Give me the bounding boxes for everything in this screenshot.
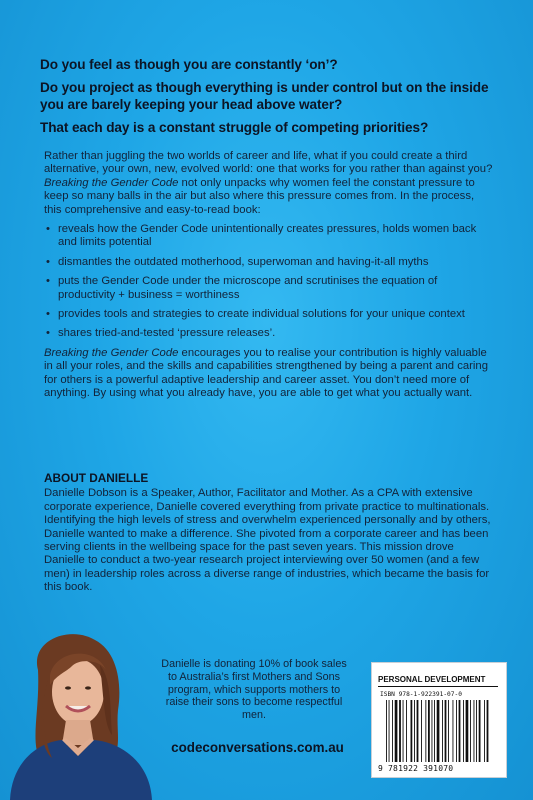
website-link[interactable]: codeconversations.com.au	[171, 740, 344, 755]
bullet-list	[44, 223, 494, 341]
bullet-item	[44, 223, 494, 250]
intro-book-title: Breaking the Gender Code	[44, 176, 179, 189]
bullet-icon: •	[46, 308, 50, 321]
question-1: Do you feel as though you are constantly ‘on’?	[40, 57, 338, 72]
bullet-text: provides tools and strategies to create individual solutions for your unique context	[58, 308, 465, 321]
about-heading: ABOUT DANIELLE	[44, 471, 149, 485]
question-2: Do you project as though everything is under control but on the inside you are barely keeping your head above water?	[40, 80, 489, 112]
barcode-divider	[378, 686, 498, 687]
intro-text-1: Rather than juggling the two worlds of career and life, what if you could create a third alternative, your own, new, evolved world: one that works for you rather than against you?	[44, 150, 493, 176]
question-3: That each day is a constant struggle of competing priorities?	[40, 120, 429, 135]
author-portrait-image	[0, 630, 160, 800]
barcode-graphic	[386, 700, 496, 764]
bullet-icon: •	[46, 223, 50, 236]
bullet-item	[44, 256, 494, 269]
blurb	[44, 150, 494, 407]
intro-paragraph	[44, 150, 494, 217]
question-block	[40, 56, 502, 142]
bullet-icon: •	[46, 327, 50, 340]
bullet-text: reveals how the Gender Code unintentionally creates pressures, holds women back and limits potential	[58, 223, 477, 249]
author-photo	[0, 630, 160, 800]
about-author-section	[44, 472, 494, 595]
closing-paragraph	[44, 347, 494, 401]
bullet-text: puts the Gender Code under the microscope and scrutinises the equation of productivity + business = worthiness	[58, 275, 438, 301]
closing-book-title: Breaking the Gender Code	[44, 346, 179, 359]
bullet-item	[44, 327, 494, 340]
intro-text-2: not only unpacks why women feel the constant pressure to keep so many balls in the air but also where this pressure comes from. In the process, this comprehensive and easy-to-read book:	[44, 176, 475, 216]
about-text: Danielle Dobson is a Speaker, Author, Facilitator and Mother. As a CPA with extensive corporate experience, Danielle covered everything from private practice to multinationals. Identifying the high levels of stress and overwhelm experienced personally and by others, Danielle wanted to make a difference. She pivoted from a corporate career and has been serving clients in the wellbeing space for the past seven years. This mission drove Danielle to conduct a two-year research project interviewing over 50 women (and a few men) in leadership roles across a diverse range of industries, which became the basis for this book.	[44, 487, 491, 594]
barcode-category: PERSONAL DEVELOPMENT	[378, 675, 486, 684]
isbn-label: ISBN 978-1-922391-07-0	[380, 691, 462, 698]
barcode-panel	[371, 662, 507, 778]
bullet-item	[44, 275, 494, 302]
bullet-text: dismantles the outdated motherhood, superwoman and having-it-all myths	[58, 255, 429, 268]
closing-text: encourages you to realise your contribution is highly valuable in all your roles, and the skills and capabilities strengthened by being a parent and caring for others is a powerful adaptive leadership and career asset. You don’t need more of anything. By using what you already have, you are able to get what you actually want.	[44, 346, 488, 400]
donation-note: Danielle is donating 10% of book sales to Australia’s first Mothers and Sons program, which supports mothers to raise their sons to become respectful men.	[161, 658, 347, 722]
bullet-text: shares tried-and-tested ‘pressure releases’.	[58, 327, 276, 340]
barcode-digits: 9 781922 391070	[378, 764, 454, 773]
bullet-icon: •	[46, 255, 50, 268]
bullet-item	[44, 308, 494, 321]
bullet-icon: •	[46, 275, 50, 288]
